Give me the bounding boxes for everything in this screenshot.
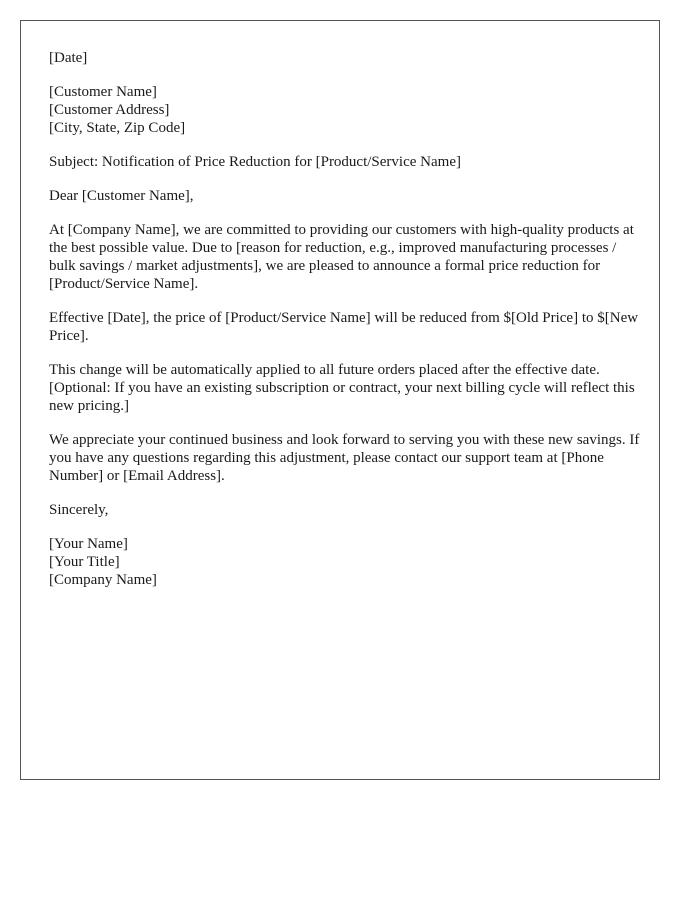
signer-title: [Your Title] — [49, 554, 120, 570]
subject-line: Subject: Notification of Price Reduction for [Product/Service Name] — [49, 154, 461, 170]
recipient-name: [Customer Name] — [49, 84, 157, 100]
letter-page — [20, 20, 660, 780]
letter-body — [49, 49, 641, 605]
signature-block — [49, 535, 641, 589]
recipient-city-state-zip: [City, State, Zip Code] — [49, 120, 186, 136]
recipient-address: [Customer Address] — [49, 102, 170, 118]
letter-date: [Date] — [49, 50, 88, 66]
body-paragraph-pricing: Effective [Date], the price of [Product/Service Name] will be reduced from $[Old Price] to $[New Price]. — [49, 310, 639, 344]
closing: Sincerely, — [49, 502, 109, 518]
body-paragraph-contact: We appreciate your continued business and look forward to serving you with these new savings. If you have any questions regarding this adjustment, please contact our support team at [Phone Number] or [Email Address]. — [49, 432, 640, 484]
signer-company: [Company Name] — [49, 572, 157, 588]
body-paragraph-application: This change will be automatically applied to all future orders placed after the effective date. [Optional: If you have an existing subscription or contract, your next billing cycle will reflect this new pricing.] — [49, 362, 635, 414]
signer-name: [Your Name] — [49, 536, 128, 552]
date-block — [49, 49, 641, 67]
salutation: Dear [Customer Name], — [49, 188, 194, 204]
recipient-address-block — [49, 83, 641, 137]
body-paragraph-intro: At [Company Name], we are committed to providing our customers with high-quality products at the best possible value. Due to [reason for reduction, e.g., improved manufacturing processes / bulk savings / market adjustments], we are pleased to announce a formal price reduction for [Product/Service Name]. — [49, 222, 634, 292]
